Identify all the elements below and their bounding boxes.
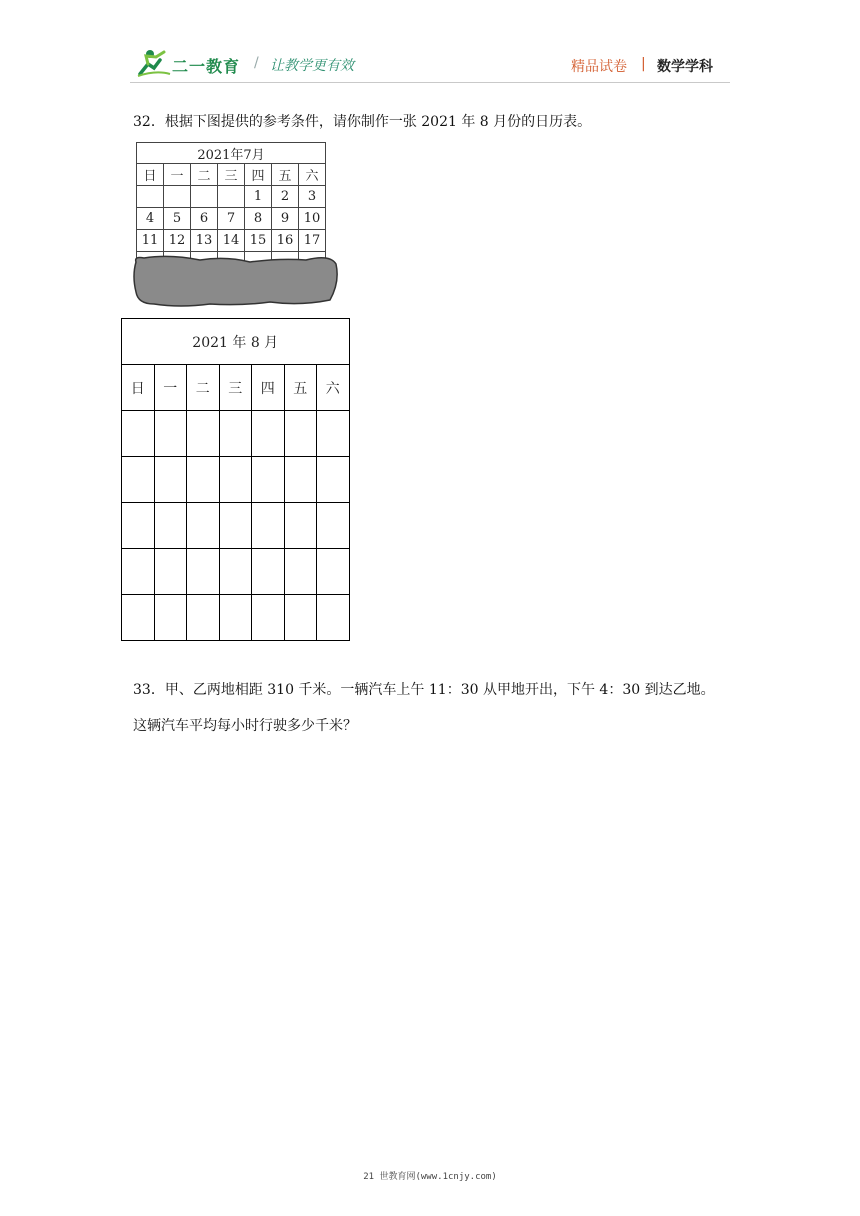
day-cell: 14 xyxy=(218,230,245,252)
blank-day-cell[interactable] xyxy=(154,595,187,641)
august-weekday-row xyxy=(122,365,350,411)
blank-day-cell[interactable] xyxy=(154,503,187,549)
blank-day-cell[interactable] xyxy=(219,503,252,549)
blank-day-cell[interactable] xyxy=(219,549,252,595)
day-cell xyxy=(191,186,218,208)
blank-day-cell[interactable] xyxy=(219,457,252,503)
page-header xyxy=(0,0,860,100)
august-calendar-title: 2021 年 8 月 xyxy=(122,319,350,365)
blank-day-cell[interactable] xyxy=(317,411,350,457)
july-calendar-title: 2021年7月 xyxy=(137,143,326,164)
blank-day-cell[interactable] xyxy=(187,595,220,641)
question-33-line-2: 这辆汽车平均每小时行驶多少千米？ xyxy=(133,718,357,734)
weekday-cell: 四 xyxy=(252,365,285,411)
blank-day-cell[interactable] xyxy=(187,411,220,457)
day-cell: 1 xyxy=(245,186,272,208)
blank-day-cell[interactable] xyxy=(122,549,155,595)
slogan-separator: / xyxy=(254,55,259,71)
blank-day-cell[interactable] xyxy=(252,549,285,595)
day-cell: 9 xyxy=(272,208,299,230)
day-cell: 4 xyxy=(137,208,164,230)
day-cell: 12 xyxy=(164,230,191,252)
weekday-cell: 二 xyxy=(187,365,220,411)
day-cell: 11 xyxy=(137,230,164,252)
weekday-cell: 日 xyxy=(137,164,164,186)
july-weekday-row xyxy=(137,164,326,186)
blank-day-cell[interactable] xyxy=(284,411,317,457)
slogan: 让教学更有效 xyxy=(270,58,354,74)
blank-day-cell[interactable] xyxy=(122,457,155,503)
blank-day-cell[interactable] xyxy=(284,503,317,549)
weekday-cell: 三 xyxy=(219,365,252,411)
header-label-quality: 精品试卷 xyxy=(571,59,627,75)
weekday-cell: 三 xyxy=(218,164,245,186)
day-cell: 3 xyxy=(299,186,326,208)
torn-paper-cover xyxy=(130,252,342,308)
blank-day-cell[interactable] xyxy=(219,411,252,457)
blank-day-cell[interactable] xyxy=(122,411,155,457)
blank-day-cell[interactable] xyxy=(252,595,285,641)
header-divider xyxy=(130,82,730,83)
july-week-row xyxy=(137,208,326,230)
blank-day-cell[interactable] xyxy=(122,503,155,549)
question-33-line-1: 33．甲、乙两地相距 310 千米。一辆汽车上午 11：30 从甲地开出，下午 4：30 到达乙地。 xyxy=(133,682,715,698)
page-footer: 21 世教育网(www.1cnjy.com) xyxy=(363,1172,497,1182)
day-cell xyxy=(137,186,164,208)
day-cell xyxy=(218,186,245,208)
blank-day-cell[interactable] xyxy=(187,457,220,503)
blank-week-row xyxy=(122,457,350,503)
weekday-cell: 六 xyxy=(299,164,326,186)
day-cell: 6 xyxy=(191,208,218,230)
july-week-row xyxy=(137,186,326,208)
blank-week-row xyxy=(122,503,350,549)
weekday-cell: 五 xyxy=(272,164,299,186)
blank-day-cell[interactable] xyxy=(252,457,285,503)
day-cell: 5 xyxy=(164,208,191,230)
question-32: 32．根据下图提供的参考条件，请你制作一张 2021 年 8 月份的日历表。 xyxy=(133,114,592,130)
weekday-cell: 四 xyxy=(245,164,272,186)
blank-day-cell[interactable] xyxy=(219,595,252,641)
day-cell: 2 xyxy=(272,186,299,208)
blank-day-cell[interactable] xyxy=(317,549,350,595)
blank-day-cell[interactable] xyxy=(187,503,220,549)
day-cell: 16 xyxy=(272,230,299,252)
blank-day-cell[interactable] xyxy=(252,503,285,549)
day-cell xyxy=(164,186,191,208)
day-cell: 8 xyxy=(245,208,272,230)
blank-week-row xyxy=(122,411,350,457)
weekday-cell: 五 xyxy=(284,365,317,411)
weekday-cell: 六 xyxy=(317,365,350,411)
blank-week-row xyxy=(122,549,350,595)
day-cell: 7 xyxy=(218,208,245,230)
blank-day-cell[interactable] xyxy=(122,595,155,641)
weekday-cell: 二 xyxy=(191,164,218,186)
july-week-row xyxy=(137,230,326,252)
blank-day-cell[interactable] xyxy=(317,503,350,549)
header-label-separator: | xyxy=(641,56,646,72)
weekday-cell: 日 xyxy=(122,365,155,411)
day-cell: 17 xyxy=(299,230,326,252)
blank-week-row xyxy=(122,595,350,641)
blank-day-cell[interactable] xyxy=(154,549,187,595)
day-cell: 15 xyxy=(245,230,272,252)
blank-day-cell[interactable] xyxy=(284,549,317,595)
blank-day-cell[interactable] xyxy=(284,595,317,641)
header-label-subject: 数学学科 xyxy=(657,59,713,75)
day-cell: 10 xyxy=(299,208,326,230)
blank-day-cell[interactable] xyxy=(187,549,220,595)
weekday-cell: 一 xyxy=(154,365,187,411)
blank-day-cell[interactable] xyxy=(154,457,187,503)
blank-day-cell[interactable] xyxy=(154,411,187,457)
august-calendar-table xyxy=(121,318,350,641)
blank-day-cell[interactable] xyxy=(252,411,285,457)
blank-day-cell[interactable] xyxy=(284,457,317,503)
weekday-cell: 一 xyxy=(164,164,191,186)
blank-day-cell[interactable] xyxy=(317,457,350,503)
august-calendar-blank xyxy=(121,318,350,641)
day-cell: 13 xyxy=(191,230,218,252)
brand-name: 二一教育 xyxy=(172,57,241,76)
blank-day-cell[interactable] xyxy=(317,595,350,641)
